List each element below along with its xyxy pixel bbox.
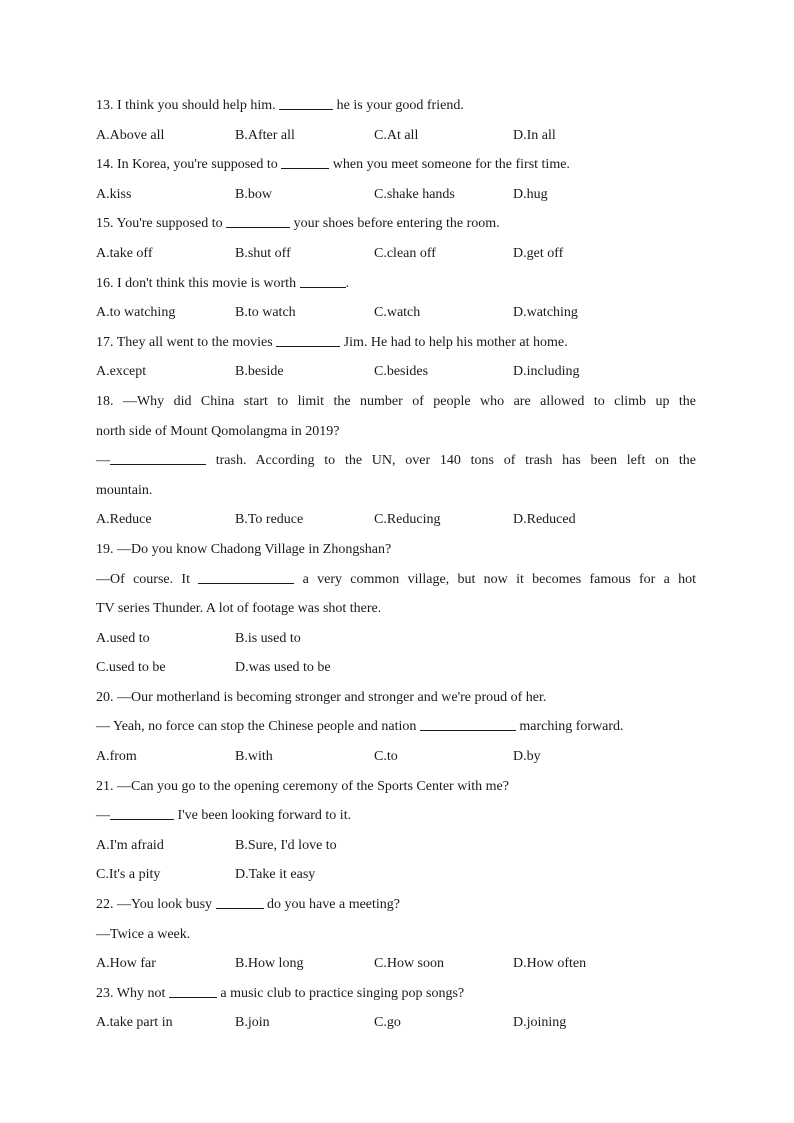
reply-text: I've been looking forward to it. bbox=[174, 808, 352, 824]
question-text: he is your good friend. bbox=[333, 98, 464, 113]
options-15 bbox=[96, 239, 696, 269]
reply-text: marching forward. bbox=[515, 719, 624, 735]
option-d: D.hug bbox=[513, 186, 548, 202]
question-number: 14. bbox=[96, 157, 114, 173]
question-text: —Can you go to the opening ceremony of the Sports Center with me? bbox=[117, 778, 509, 794]
option-d: D.including bbox=[513, 364, 580, 380]
answer-blank bbox=[198, 569, 294, 584]
options-14 bbox=[96, 180, 696, 210]
option-b: B.to watch bbox=[235, 305, 296, 321]
options-13 bbox=[96, 121, 696, 151]
answer-blank bbox=[279, 95, 333, 110]
question-21 bbox=[96, 772, 696, 802]
reply-text: —Of course. It bbox=[96, 571, 199, 587]
options-21-row-2 bbox=[96, 860, 696, 890]
question-text: I don't think this movie is worth bbox=[117, 275, 300, 291]
option-d: D.get off bbox=[513, 245, 564, 261]
option-b: B.To reduce bbox=[235, 512, 304, 528]
option-b: B.join bbox=[235, 1015, 270, 1031]
option-a: A.used to bbox=[96, 630, 150, 646]
answer-blank bbox=[216, 894, 264, 909]
option-c: C.used to be bbox=[96, 660, 166, 676]
option-a: A.I'm afraid bbox=[96, 837, 164, 853]
option-b: B.beside bbox=[235, 364, 284, 380]
question-18-line-2 bbox=[96, 417, 696, 447]
question-15 bbox=[96, 209, 696, 239]
question-sheet bbox=[96, 91, 696, 1038]
option-a: A.except bbox=[96, 364, 147, 380]
option-a: A.take part in bbox=[96, 1015, 173, 1031]
option-b: B.shut off bbox=[235, 245, 291, 261]
answer-blank bbox=[226, 213, 290, 228]
option-a: A.take off bbox=[96, 245, 153, 261]
answer-blank bbox=[110, 450, 206, 465]
option-a: A.How far bbox=[96, 956, 156, 972]
question-14 bbox=[96, 150, 696, 180]
question-text: I think you should help him. bbox=[117, 98, 280, 113]
question-number: 19. bbox=[96, 541, 114, 557]
question-number: 13. bbox=[96, 98, 114, 113]
option-d: D.In all bbox=[513, 127, 556, 143]
question-number: 18. bbox=[96, 393, 114, 409]
option-a: A.Reduce bbox=[96, 512, 152, 528]
question-text: Why not bbox=[116, 985, 169, 1001]
question-text: when you meet someone for the first time. bbox=[329, 157, 570, 173]
option-a: A.to watching bbox=[96, 305, 176, 321]
reply-18 bbox=[96, 446, 696, 476]
option-c: C.How soon bbox=[374, 956, 445, 972]
question-number: 15. bbox=[96, 216, 114, 232]
option-d: D.Reduced bbox=[513, 512, 576, 528]
reply-text: mountain. bbox=[96, 482, 153, 498]
question-number: 16. bbox=[96, 275, 114, 291]
question-18 bbox=[96, 387, 696, 417]
option-c: C.besides bbox=[374, 364, 429, 380]
reply-text: TV series Thunder. A lot of footage was shot there. bbox=[96, 601, 382, 617]
question-text: Jim. He had to help his mother at home. bbox=[340, 334, 568, 350]
answer-blank bbox=[420, 716, 516, 731]
option-c: C.watch bbox=[374, 305, 421, 321]
option-b: B.bow bbox=[235, 186, 272, 202]
question-text: You're supposed to bbox=[116, 216, 227, 232]
option-c: C.to bbox=[374, 749, 398, 765]
option-d: D.by bbox=[513, 749, 541, 765]
question-text: —Do you know Chadong Village in Zhongshan? bbox=[117, 541, 392, 557]
answer-blank bbox=[300, 273, 346, 288]
options-22 bbox=[96, 949, 696, 979]
options-19-row-2 bbox=[96, 653, 696, 683]
option-d: D.Take it easy bbox=[235, 867, 316, 883]
option-c: C.At all bbox=[374, 127, 419, 143]
reply-text: — Yeah, no force can stop the Chinese people and nation bbox=[96, 719, 420, 735]
option-b: B.After all bbox=[235, 127, 295, 143]
options-16 bbox=[96, 298, 696, 328]
reply-18-line-2 bbox=[96, 476, 696, 506]
question-number: 21. bbox=[96, 778, 114, 794]
option-d: D.watching bbox=[513, 305, 578, 321]
question-23 bbox=[96, 979, 696, 1009]
question-number: 20. bbox=[96, 689, 114, 705]
question-text: —You look busy bbox=[117, 897, 216, 913]
question-number: 22. bbox=[96, 897, 114, 913]
reply-22 bbox=[96, 920, 696, 950]
question-text: They all went to the movies bbox=[116, 334, 277, 350]
question-number: 23. bbox=[96, 985, 114, 1001]
options-23 bbox=[96, 1008, 696, 1038]
reply-19-line-2 bbox=[96, 594, 696, 624]
question-text: In Korea, you're supposed to bbox=[117, 157, 282, 173]
option-d: D.How often bbox=[513, 956, 587, 972]
question-22 bbox=[96, 890, 696, 920]
option-c: C.shake hands bbox=[374, 186, 455, 202]
reply-text: a very common village, but now it becomes famous for a hot bbox=[294, 571, 696, 587]
options-18 bbox=[96, 505, 696, 535]
reply-19 bbox=[96, 565, 696, 595]
options-19-row-1 bbox=[96, 624, 696, 654]
options-20 bbox=[96, 742, 696, 772]
question-number: 17. bbox=[96, 334, 114, 350]
reply-text: trash. According to the UN, over 140 tons of trash has been left on the bbox=[206, 453, 696, 469]
options-17 bbox=[96, 357, 696, 387]
reply-text: — bbox=[96, 808, 110, 824]
reply-20 bbox=[96, 712, 696, 742]
question-text: —Why did China start to limit the number of people who are allowed to climb up the bbox=[122, 393, 697, 409]
question-text: . bbox=[345, 275, 350, 291]
option-c: C.It's a pity bbox=[96, 867, 161, 883]
question-text: north side of Mount Qomolangma in 2019? bbox=[96, 423, 340, 439]
reply-21 bbox=[96, 801, 696, 831]
question-13 bbox=[96, 91, 696, 121]
question-text: do you have a meeting? bbox=[263, 897, 400, 913]
option-a: A.kiss bbox=[96, 186, 132, 202]
option-b: B.is used to bbox=[235, 630, 301, 646]
question-text: —Our motherland is becoming stronger and stronger and we're proud of her. bbox=[117, 689, 547, 705]
question-19 bbox=[96, 535, 696, 565]
option-c: C.clean off bbox=[374, 245, 436, 261]
reply-dash: — bbox=[96, 453, 110, 469]
option-a: A.from bbox=[96, 749, 137, 765]
answer-blank bbox=[169, 983, 217, 998]
answer-blank bbox=[110, 805, 174, 820]
option-c: C.go bbox=[374, 1015, 401, 1031]
question-16 bbox=[96, 269, 696, 299]
answer-blank bbox=[281, 154, 329, 169]
option-a: A.Above all bbox=[96, 127, 165, 143]
option-b: B.How long bbox=[235, 956, 304, 972]
option-b: B.Sure, I'd love to bbox=[235, 837, 337, 853]
answer-blank bbox=[276, 332, 340, 347]
option-d: D.was used to be bbox=[235, 660, 331, 676]
options-21-row-1 bbox=[96, 831, 696, 861]
option-b: B.with bbox=[235, 749, 273, 765]
option-c: C.Reducing bbox=[374, 512, 441, 528]
option-d: D.joining bbox=[513, 1015, 567, 1031]
reply-text: —Twice a week. bbox=[96, 926, 191, 942]
question-text: a music club to practice singing pop songs? bbox=[216, 985, 465, 1001]
question-text: your shoes before entering the room. bbox=[290, 216, 500, 232]
question-17 bbox=[96, 328, 696, 358]
question-20 bbox=[96, 683, 696, 713]
